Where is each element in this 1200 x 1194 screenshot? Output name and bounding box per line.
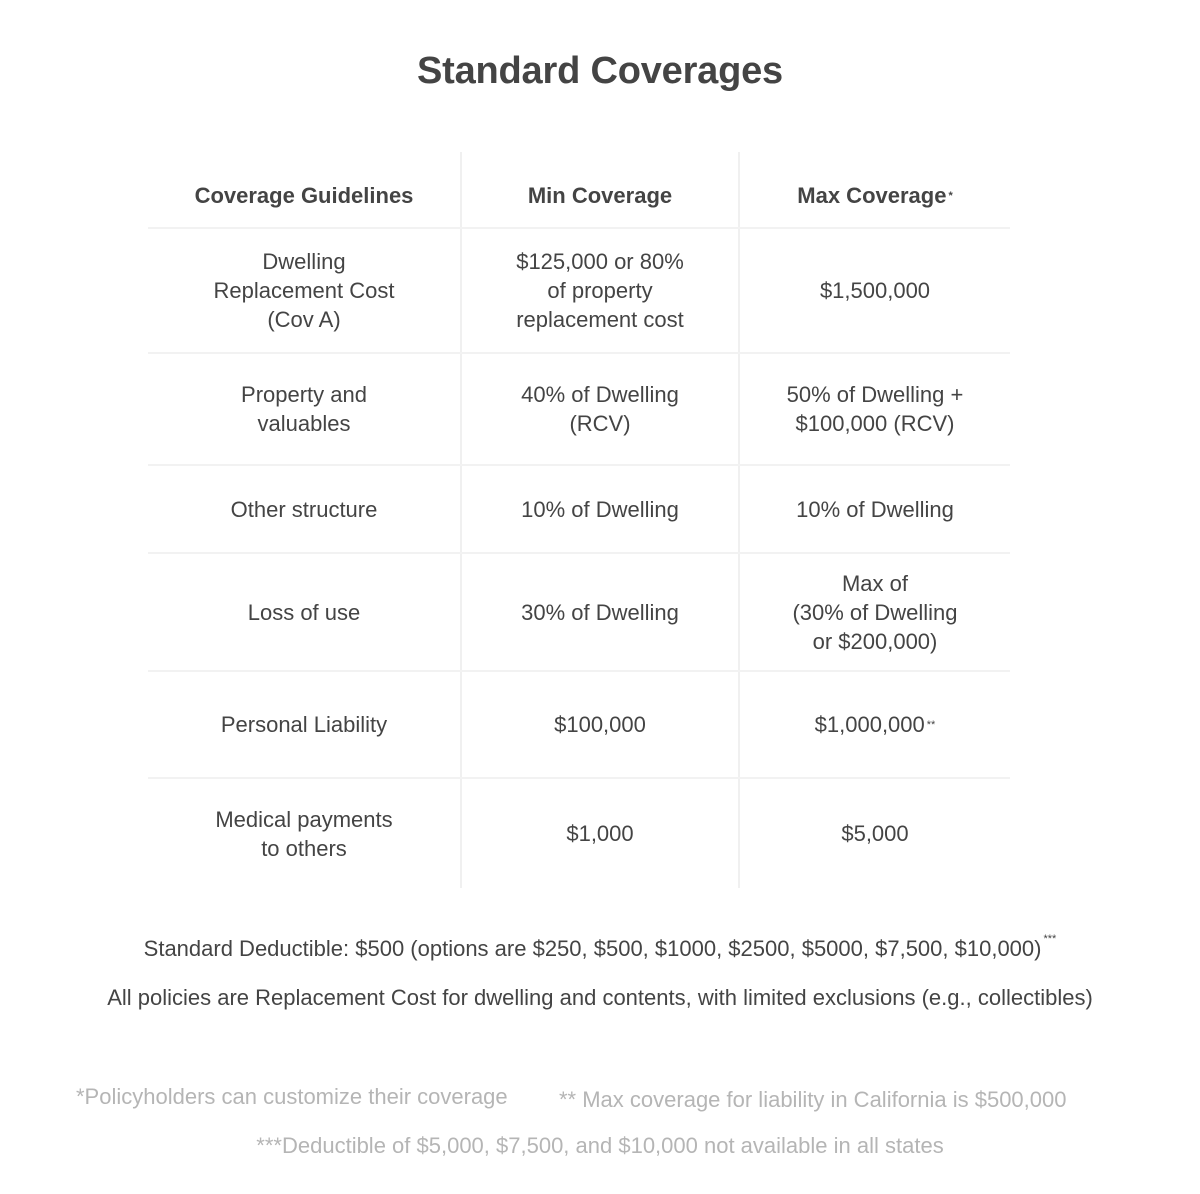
guideline-cell: Other structure <box>230 496 378 522</box>
table-row <box>148 229 1010 354</box>
max-coverage-value: $5,000 <box>841 821 909 846</box>
max-coverage-cell <box>740 554 1010 670</box>
guideline-cell: Property and valuables <box>241 382 367 436</box>
max-coverage-cell: $1,000,000 ** <box>814 712 936 737</box>
table-header-row <box>148 152 1010 229</box>
header-max-coverage: Max Coverage * <box>797 183 953 208</box>
header-min-coverage: Min Coverage <box>527 183 673 208</box>
max-coverage-cell <box>740 229 1010 352</box>
max-coverage-value: 10% of Dwelling <box>796 496 954 522</box>
min-coverage-cell: $100,000 <box>554 712 646 737</box>
max-coverage-cell <box>740 779 1010 888</box>
guideline-cell: Personal Liability <box>220 712 388 737</box>
min-coverage-cell: $1,000 <box>566 821 634 846</box>
max-coverage-value: 50% of Dwelling + $100,000 (RCV) <box>786 382 964 436</box>
standard-deductible-text: Standard Deductible: $500 (options are $250, $500, $1000, $2500, $5000, $7,500, $10,000) <box>143 936 1042 961</box>
max-coverage-cell <box>740 466 1010 552</box>
replacement-cost-note: All policies are Replacement Cost for dwelling and contents, with limited exclusions (e.g., collectibles) <box>107 985 1093 1010</box>
min-coverage-cell: 40% of Dwelling (RCV) <box>521 382 679 436</box>
table-row <box>148 672 1010 779</box>
guideline-cell: Medical payments to others <box>215 806 393 861</box>
max-coverage-value: Max of (30% of Dwelling or $200,000) <box>792 570 958 654</box>
guideline-cell: Loss of use <box>247 599 361 625</box>
table-row <box>148 354 1010 466</box>
triple-asterisk-mark: *** <box>1043 933 1057 945</box>
table-row <box>148 554 1010 672</box>
footnote-customize: *Policyholders can customize their coverage <box>76 1084 508 1109</box>
guideline-cell: Dwelling Replacement Cost (Cov A) <box>213 249 395 332</box>
header-coverage-guidelines: Coverage Guidelines <box>194 183 414 208</box>
max-coverage-cell <box>740 354 1010 464</box>
table-row <box>148 466 1010 554</box>
max-coverage-value: $1,500,000 <box>819 278 931 303</box>
table-row <box>148 779 1010 888</box>
standard-deductible-note <box>0 933 1200 962</box>
page-title: Standard Coverages <box>417 50 783 92</box>
coverage-table <box>148 152 1010 888</box>
min-coverage-cell: 10% of Dwelling <box>521 496 679 522</box>
min-coverage-cell: $125,000 or 80% of property replacement cost <box>516 249 684 332</box>
header-max-coverage-label: Max Coverage <box>797 183 947 208</box>
max-coverage-value: $1,000,000 <box>814 712 925 737</box>
footnote-liability: ** Max coverage for liability in California is $500,000 <box>559 1087 1067 1112</box>
min-coverage-cell: 30% of Dwelling <box>521 599 679 625</box>
footnote-deductible: ***Deductible of $5,000, $7,500, and $10,000 not available in all states <box>256 1133 944 1158</box>
